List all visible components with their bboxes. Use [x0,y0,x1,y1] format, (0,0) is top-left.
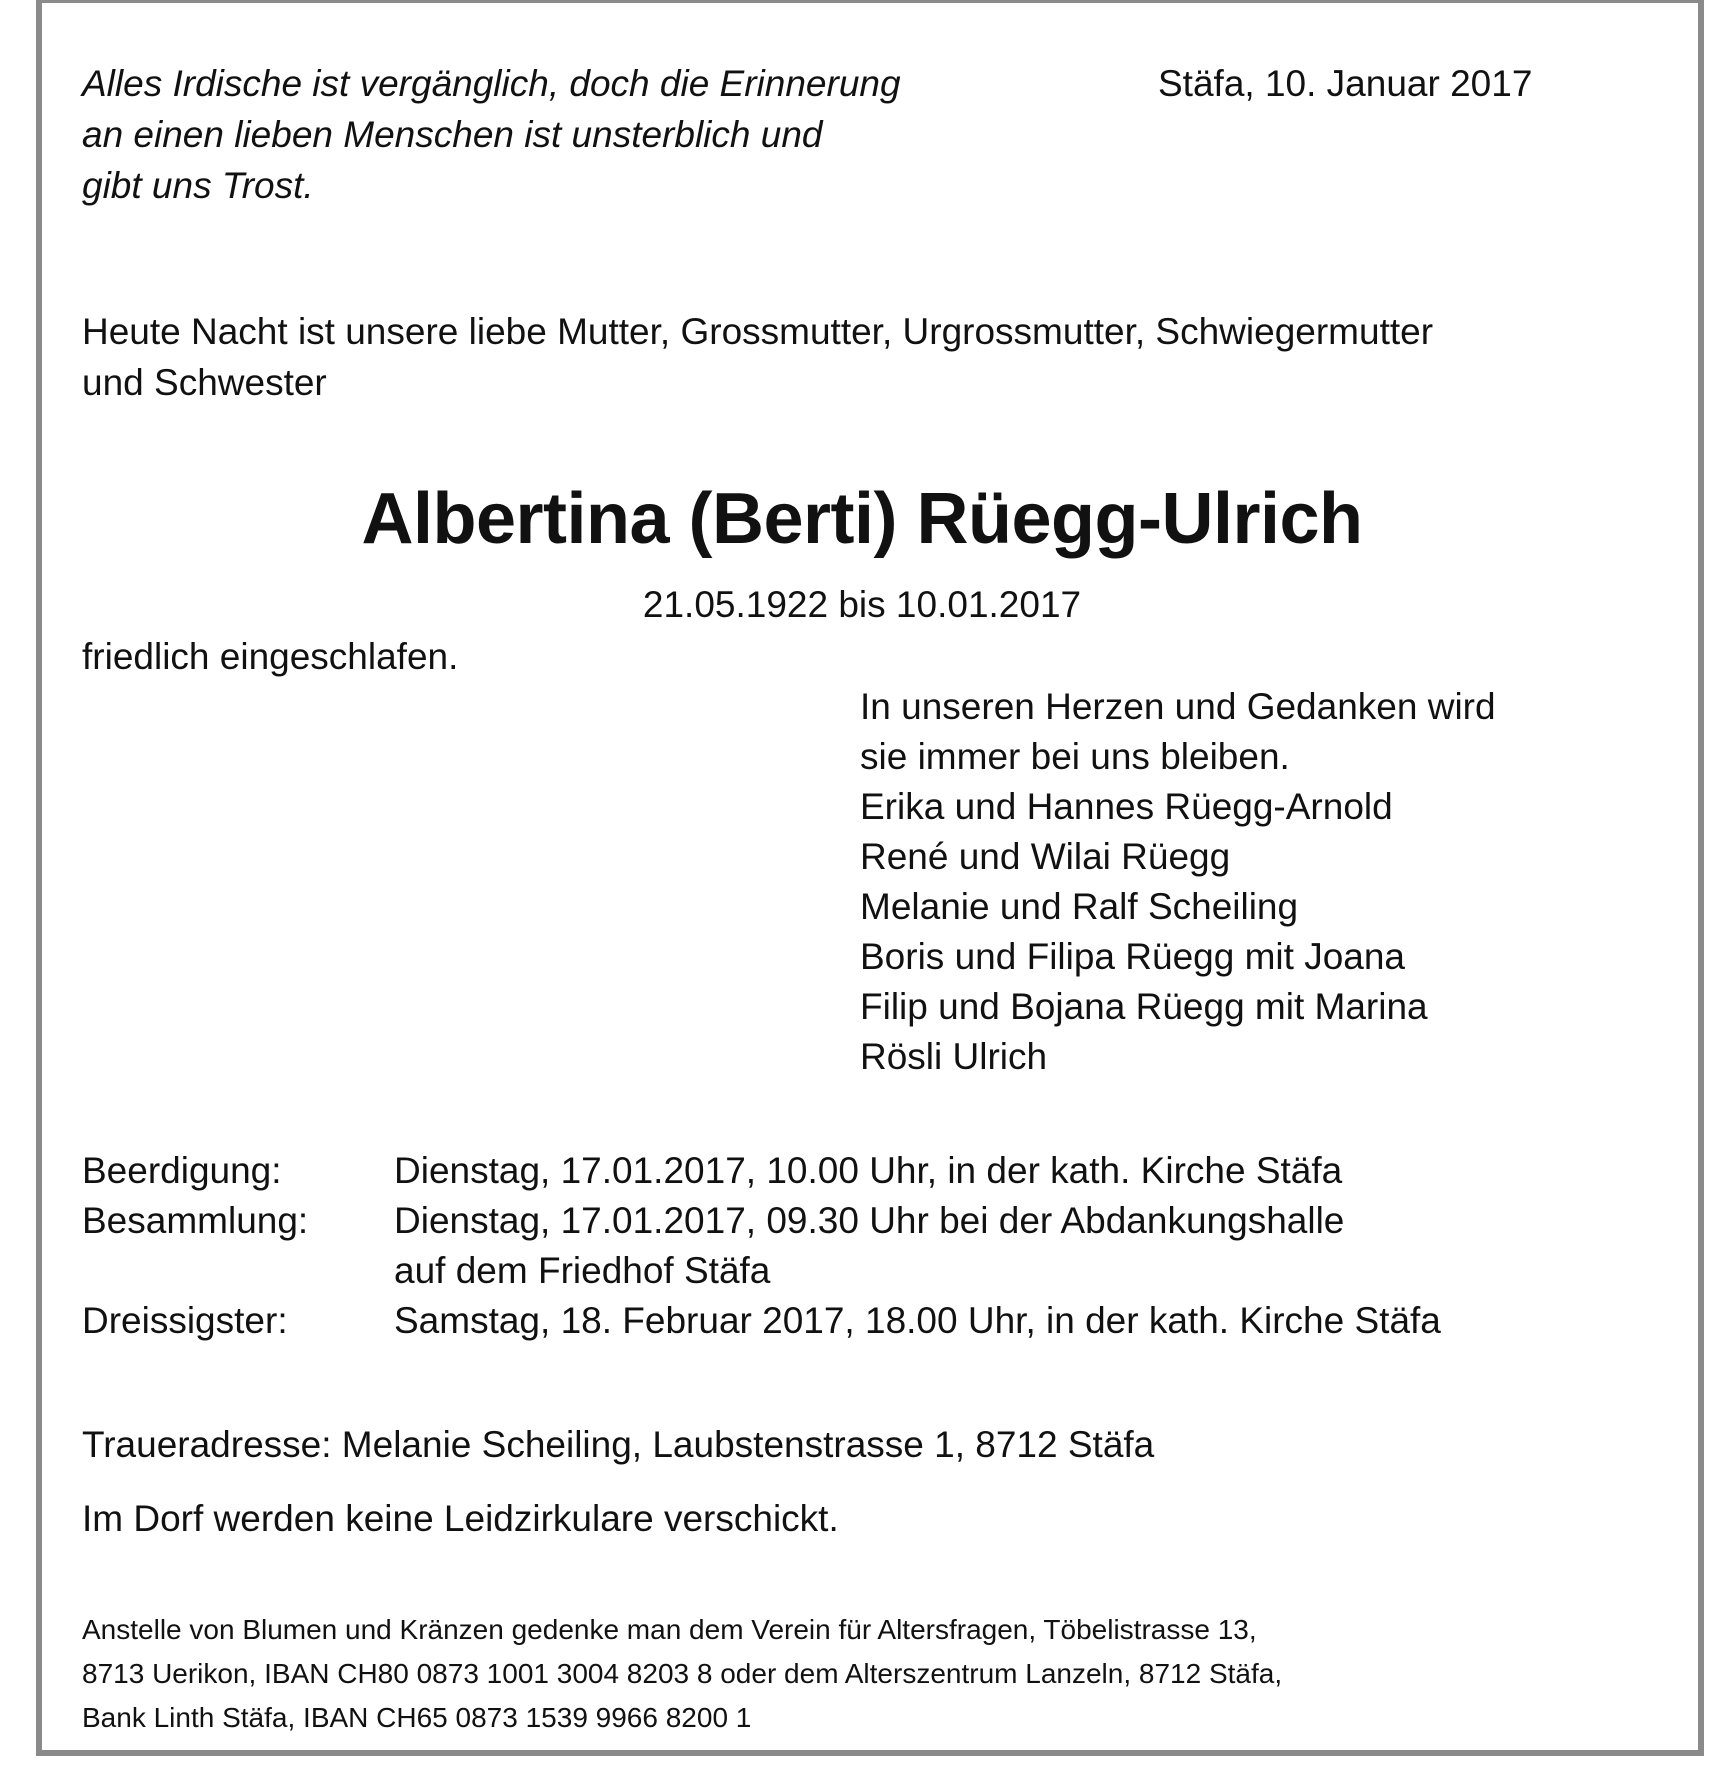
event-thirtieth [82,1296,1441,1346]
event-label: Dreissigster: [82,1300,288,1341]
motto-line: an einen lieben Menschen ist unsterblich und [82,114,823,155]
event-label: Beerdigung: [82,1150,282,1191]
place-date: Stäfa, 10. Januar 2017 [1158,63,1533,104]
events-block [82,1146,1441,1346]
donation-line: 8713 Uerikon, IBAN CH80 0873 1001 3004 8203 8 oder dem Alterszentrum Lanzeln, 8712 Stäfa, [82,1658,1283,1689]
event-detail: Dienstag, 17.01.2017, 09.30 Uhr bei der Abdankungshalle [394,1200,1345,1241]
mourners-block [860,682,1496,1082]
mourner-line: sie immer bei uns bleiben. [860,736,1290,777]
mourning-address: Traueradresse: Melanie Scheiling, Laubstenstrasse 1, 8712 Stäfa [82,1424,1155,1465]
motto-line: Alles Irdische ist vergänglich, doch die Erinnerung [82,63,901,104]
asleep-text: friedlich eingeschlafen. [82,636,459,677]
event-burial [82,1146,1441,1196]
deceased-name: Albertina (Berti) Rüegg-Ulrich [361,479,1363,559]
event-detail: Samstag, 18. Februar 2017, 18.00 Uhr, in der kath. Kirche Stäfa [394,1300,1441,1341]
circular-note: Im Dorf werden keine Leidzirkulare verschickt. [82,1498,839,1539]
event-detail: Dienstag, 17.01.2017, 10.00 Uhr, in der kath. Kirche Stäfa [394,1150,1343,1191]
motto-quote [82,58,901,211]
donation-line: Anstelle von Blumen und Kränzen gedenke man dem Verein für Altersfragen, Töbelistrasse 13, [82,1614,1257,1645]
event-gathering [82,1196,1441,1296]
intro-text [82,306,1433,408]
motto-line: gibt uns Trost. [82,165,314,206]
mourner-line: In unseren Herzen und Gedanken wird [860,686,1496,727]
mourner-line: René und Wilai Rüegg [860,836,1231,877]
intro-line: Heute Nacht ist unsere liebe Mutter, Grossmutter, Urgrossmutter, Schwiegermutter [82,311,1434,352]
mourner-line: Melanie und Ralf Scheiling [860,886,1299,927]
lifespan-dates: 21.05.1922 bis 10.01.2017 [642,584,1082,625]
mourner-line: Rösli Ulrich [860,1036,1048,1077]
mourner-line: Boris und Filipa Rüegg mit Joana [860,936,1406,977]
donation-line: Bank Linth Stäfa, IBAN CH65 0873 1539 9966 8200 1 [82,1702,752,1733]
mourner-line: Erika und Hannes Rüegg-Arnold [860,786,1393,827]
intro-line: und Schwester [82,362,327,403]
event-detail: auf dem Friedhof Stäfa [394,1250,771,1291]
event-label: Besammlung: [82,1200,309,1241]
donation-info [82,1608,1282,1740]
mourner-line: Filip und Bojana Rüegg mit Marina [860,986,1428,1027]
